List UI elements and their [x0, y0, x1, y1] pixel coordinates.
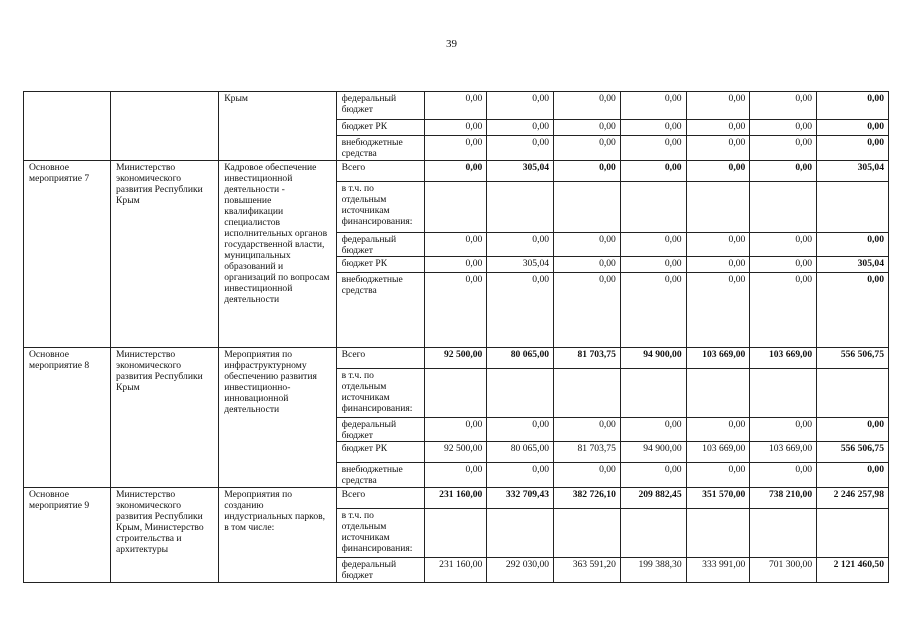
total-cell: 556 506,75: [817, 442, 889, 463]
total-cell: 0,00: [817, 463, 889, 488]
value-cell: 0,00: [554, 120, 621, 136]
total-cell: 556 506,75: [817, 348, 889, 369]
value-cell: 351 570,00: [686, 488, 750, 509]
value-cell: 332 709,43: [487, 488, 554, 509]
empty-cell: [750, 509, 817, 558]
source-cell: Всего: [336, 488, 424, 509]
value-cell: 363 591,20: [554, 558, 621, 583]
total-cell: 0,00: [817, 233, 889, 257]
empty-cell: [554, 182, 621, 233]
page-number: 39: [446, 38, 457, 50]
budget-table: [23, 91, 889, 583]
value-cell: 0,00: [620, 92, 686, 120]
empty-cell: [424, 509, 487, 558]
value-cell: 0,00: [424, 233, 487, 257]
table-body: [24, 92, 889, 583]
total-cell: 305,04: [817, 257, 889, 273]
empty-cell: [620, 369, 686, 418]
executor-cell: Министерство экономического развития Республики Крым, Министерство строительства и архитектуры: [111, 488, 219, 583]
activity-name-cell: Основное мероприятие 7: [24, 161, 111, 348]
value-cell: 0,00: [424, 92, 487, 120]
source-cell: федеральный бюджет: [336, 418, 424, 442]
value-cell: 0,00: [487, 418, 554, 442]
value-cell: 0,00: [554, 257, 621, 273]
value-cell: 305,04: [487, 257, 554, 273]
source-cell: внебюджетные средства: [336, 273, 424, 348]
total-cell: 0,00: [817, 418, 889, 442]
value-cell: 0,00: [487, 233, 554, 257]
value-cell: 81 703,75: [554, 348, 621, 369]
value-cell: 0,00: [686, 136, 750, 161]
value-cell: 0,00: [424, 418, 487, 442]
table-row: [24, 348, 889, 369]
total-cell: 305,04: [817, 161, 889, 182]
empty-cell: [424, 369, 487, 418]
value-cell: 103 669,00: [686, 348, 750, 369]
empty-cell: [686, 509, 750, 558]
value-cell: 0,00: [487, 273, 554, 348]
executor-cell: [111, 92, 219, 161]
by-source-label: в т.ч. по отдельным источникам финансирования:: [336, 182, 424, 233]
value-cell: 0,00: [620, 161, 686, 182]
value-cell: 0,00: [487, 92, 554, 120]
value-cell: 80 065,00: [487, 348, 554, 369]
value-cell: 209 882,45: [620, 488, 686, 509]
value-cell: 0,00: [686, 233, 750, 257]
value-cell: 0,00: [750, 233, 817, 257]
value-cell: 0,00: [750, 120, 817, 136]
empty-cell: [554, 369, 621, 418]
value-cell: 0,00: [554, 463, 621, 488]
empty-cell: [620, 509, 686, 558]
executor-cell: Министерство экономического развития Республики Крым: [111, 348, 219, 488]
value-cell: 0,00: [686, 120, 750, 136]
value-cell: 0,00: [424, 120, 487, 136]
source-cell: федеральный бюджет: [336, 233, 424, 257]
source-cell: федеральный бюджет: [336, 92, 424, 120]
value-cell: 333 991,00: [686, 558, 750, 583]
empty-cell: [487, 182, 554, 233]
total-cell: 2 121 460,50: [817, 558, 889, 583]
empty-cell: [686, 182, 750, 233]
by-source-label: в т.ч. по отдельным источникам финансирования:: [336, 369, 424, 418]
value-cell: 0,00: [686, 463, 750, 488]
value-cell: 0,00: [686, 92, 750, 120]
activity-name-cell: Основное мероприятие 8: [24, 348, 111, 488]
value-cell: 382 726,10: [554, 488, 621, 509]
value-cell: 0,00: [554, 418, 621, 442]
value-cell: 0,00: [620, 273, 686, 348]
empty-cell: [487, 509, 554, 558]
value-cell: 0,00: [554, 161, 621, 182]
name-cell: [24, 92, 111, 161]
description-cell: Мероприятия по инфраструктурному обеспечению развития инвестиционно-инновационной деятельности: [219, 348, 336, 488]
value-cell: 0,00: [620, 463, 686, 488]
value-cell: 0,00: [554, 273, 621, 348]
table-row: [24, 92, 889, 120]
total-cell: 0,00: [817, 92, 889, 120]
source-cell: Всего: [336, 348, 424, 369]
description-cell: Крым: [219, 92, 336, 161]
value-cell: 0,00: [424, 463, 487, 488]
activity-name-cell: Основное мероприятие 9: [24, 488, 111, 583]
empty-cell: [817, 182, 889, 233]
value-cell: 0,00: [750, 161, 817, 182]
value-cell: 0,00: [487, 120, 554, 136]
total-cell: 2 246 257,98: [817, 488, 889, 509]
value-cell: 0,00: [620, 257, 686, 273]
value-cell: 0,00: [750, 418, 817, 442]
empty-cell: [487, 369, 554, 418]
total-cell: 0,00: [817, 136, 889, 161]
value-cell: 0,00: [620, 233, 686, 257]
total-cell: 0,00: [817, 273, 889, 348]
source-cell: бюджет РК: [336, 257, 424, 273]
source-cell: федеральный бюджет: [336, 558, 424, 583]
value-cell: 0,00: [686, 257, 750, 273]
empty-cell: [817, 509, 889, 558]
source-cell: внебюджетные средства: [336, 136, 424, 161]
value-cell: 292 030,00: [487, 558, 554, 583]
value-cell: 0,00: [554, 233, 621, 257]
value-cell: 199 388,30: [620, 558, 686, 583]
value-cell: 0,00: [750, 136, 817, 161]
value-cell: 0,00: [554, 136, 621, 161]
value-cell: 103 669,00: [750, 348, 817, 369]
value-cell: 0,00: [424, 273, 487, 348]
value-cell: 92 500,00: [424, 348, 487, 369]
empty-cell: [817, 369, 889, 418]
total-cell: 0,00: [817, 120, 889, 136]
empty-cell: [750, 369, 817, 418]
source-cell: бюджет РК: [336, 120, 424, 136]
value-cell: 103 669,00: [750, 442, 817, 463]
value-cell: 94 900,00: [620, 442, 686, 463]
value-cell: 305,04: [487, 161, 554, 182]
empty-cell: [620, 182, 686, 233]
table-row: [24, 488, 889, 509]
value-cell: 0,00: [750, 273, 817, 348]
description-cell: Кадровое обеспечение инвестиционной деятельности - повышение квалификации специалистов исполнительных органов государственной власти, муниципальных образований и организаций по вопросам инвестиционной деятельности: [219, 161, 336, 348]
value-cell: 0,00: [620, 136, 686, 161]
table-row: [24, 161, 889, 182]
value-cell: 0,00: [424, 161, 487, 182]
value-cell: 80 065,00: [487, 442, 554, 463]
value-cell: 0,00: [620, 120, 686, 136]
description-cell: Мероприятия по созданию индустриальных парков, в том числе:: [219, 488, 336, 583]
value-cell: 231 160,00: [424, 488, 487, 509]
value-cell: 231 160,00: [424, 558, 487, 583]
value-cell: 92 500,00: [424, 442, 487, 463]
value-cell: 738 210,00: [750, 488, 817, 509]
executor-cell: Министерство экономического развития Республики Крым: [111, 161, 219, 348]
value-cell: 0,00: [686, 161, 750, 182]
by-source-label: в т.ч. по отдельным источникам финансирования:: [336, 509, 424, 558]
value-cell: 103 669,00: [686, 442, 750, 463]
value-cell: 0,00: [750, 92, 817, 120]
empty-cell: [424, 182, 487, 233]
value-cell: 0,00: [750, 463, 817, 488]
value-cell: 701 300,00: [750, 558, 817, 583]
empty-cell: [554, 509, 621, 558]
value-cell: 0,00: [424, 136, 487, 161]
value-cell: 0,00: [686, 273, 750, 348]
value-cell: 0,00: [620, 418, 686, 442]
value-cell: 0,00: [487, 136, 554, 161]
empty-cell: [686, 369, 750, 418]
value-cell: 0,00: [554, 92, 621, 120]
source-cell: Всего: [336, 161, 424, 182]
value-cell: 0,00: [686, 418, 750, 442]
source-cell: внебюджетные средства: [336, 463, 424, 488]
value-cell: 81 703,75: [554, 442, 621, 463]
value-cell: 0,00: [424, 257, 487, 273]
value-cell: 0,00: [750, 257, 817, 273]
empty-cell: [750, 182, 817, 233]
value-cell: 0,00: [487, 463, 554, 488]
source-cell: бюджет РК: [336, 442, 424, 463]
value-cell: 94 900,00: [620, 348, 686, 369]
